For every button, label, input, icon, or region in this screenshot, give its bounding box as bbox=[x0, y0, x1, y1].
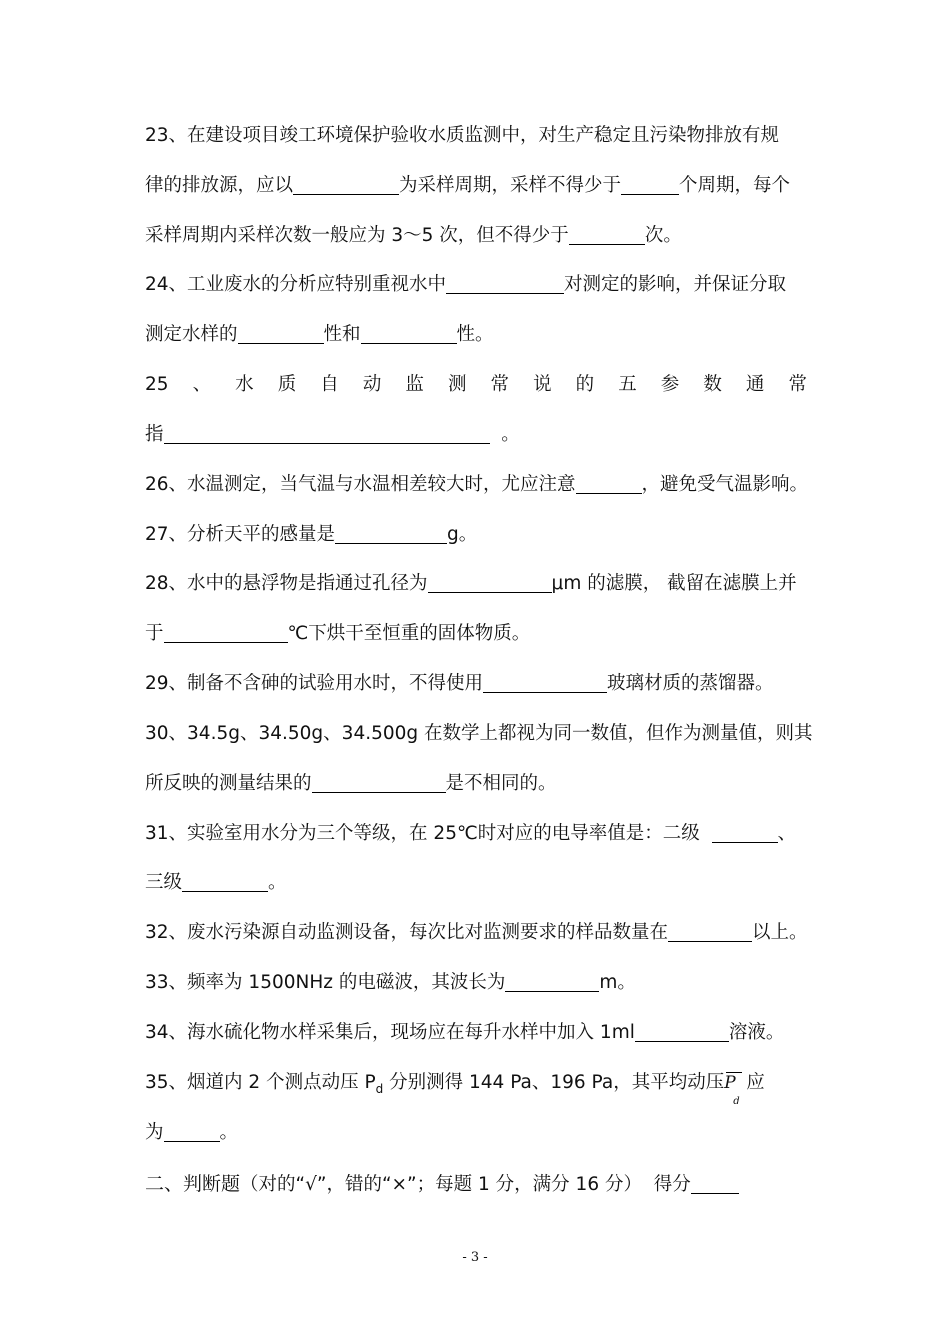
q30-text-b: 所反映的测量结果的 bbox=[145, 773, 312, 794]
q29-text-a: 29、制备不含砷的试验用水时，不得使用 bbox=[145, 673, 484, 694]
q25-char: 通 bbox=[745, 374, 765, 395]
q33-line bbox=[145, 969, 807, 997]
q30-line1 bbox=[145, 720, 813, 748]
q24-text-d: 性和 bbox=[323, 324, 361, 345]
q35-text-b: 分别测得 144 Pa、196 Pa，其平均动压 bbox=[383, 1072, 725, 1093]
q35-text-e: 。 bbox=[219, 1122, 239, 1143]
section2-desc: （对的“√”，错的“×”；每题 1 分，满分 16 分） bbox=[240, 1174, 642, 1195]
q23-blank-cycles[interactable] bbox=[621, 174, 679, 195]
q35-line1 bbox=[145, 1069, 807, 1107]
q33-text-b: m。 bbox=[599, 972, 636, 993]
q24-blank-2[interactable] bbox=[238, 323, 324, 344]
q28-text-c: 于 bbox=[145, 623, 164, 644]
q25-char: 25 bbox=[145, 374, 169, 395]
q35-line2 bbox=[145, 1119, 807, 1147]
q33-blank[interactable] bbox=[505, 971, 599, 992]
q23-text-b: 为采样周期，采样不得少于 bbox=[399, 175, 622, 196]
q26-text-b: ，避免受气温影响。 bbox=[641, 474, 809, 495]
q27-line bbox=[145, 521, 807, 549]
q35-text-d: 为 bbox=[145, 1122, 164, 1143]
q29-blank[interactable] bbox=[483, 672, 607, 693]
q24-text-e: 性。 bbox=[456, 324, 494, 345]
q25-char: 参 bbox=[660, 374, 680, 395]
q24-line2 bbox=[145, 321, 807, 349]
q30-text-c: 是不相同的。 bbox=[445, 773, 557, 794]
q27-text-a: 27、分析天平的感量是 bbox=[145, 524, 336, 545]
q35-mean-pd-symbol bbox=[724, 1069, 746, 1107]
q25-char: 五 bbox=[618, 374, 637, 395]
q35-pbar-letter: P bbox=[724, 1073, 736, 1093]
section2-score-blank[interactable] bbox=[691, 1173, 739, 1194]
q23-line2 bbox=[145, 172, 807, 200]
q24-text-b: 对测定的影响，并保证分取 bbox=[564, 274, 787, 295]
q23-text-c: 个周期，每个 bbox=[679, 175, 791, 196]
q32-text-b: 以上。 bbox=[752, 922, 808, 943]
q28-blank-pore[interactable] bbox=[428, 572, 552, 593]
q29-text-b: 玻璃材质的蒸馏器。 bbox=[607, 673, 774, 694]
q26-text-a: 26、水温测定，当气温与水温相差较大时，尤应注意 bbox=[145, 474, 576, 495]
q25-char: 水 bbox=[235, 374, 254, 395]
q25-char: 常 bbox=[490, 374, 510, 395]
q30-blank[interactable] bbox=[312, 772, 446, 793]
q25-char: 监 bbox=[405, 374, 424, 395]
q25-char: 的 bbox=[575, 374, 595, 395]
page-number: - 3 - bbox=[462, 1250, 488, 1265]
q30-text-a: 30、34.5g、34.50g、34.500g 在数学上都视为同一数值，但作为测量值，则其 bbox=[145, 723, 813, 744]
q27-blank[interactable] bbox=[335, 523, 447, 544]
q32-blank[interactable] bbox=[668, 921, 752, 942]
q25-char: 数 bbox=[703, 374, 722, 395]
section2-score-label: 得分 bbox=[653, 1174, 691, 1195]
q23-text-e: 次。 bbox=[644, 225, 682, 246]
q24-line1 bbox=[145, 271, 807, 299]
q31-line2 bbox=[145, 869, 807, 897]
q23-line1 bbox=[145, 122, 807, 150]
q31-text-c: 三级 bbox=[145, 872, 183, 893]
q34-text-a: 34、海水硫化物水样采集后，现场应在每升水样中加入 1ml bbox=[145, 1022, 635, 1043]
q35-blank[interactable] bbox=[164, 1121, 220, 1142]
q25-line2 bbox=[145, 421, 807, 449]
q28-text-b: μm 的滤膜， 截留在滤膜上并 bbox=[551, 573, 797, 594]
q23-text-d: 采样周期内采样次数一般应为 3～5 次，但不得少于 bbox=[145, 225, 569, 246]
q25-char: 说 bbox=[533, 374, 552, 395]
q23-text: 23、在建设项目竣工环境保护验收水质监测中，对生产稳定且污染物排放有规 bbox=[145, 125, 780, 146]
q32-line bbox=[145, 919, 807, 947]
q31-text-d: 。 bbox=[268, 872, 287, 893]
q25-char: 、 bbox=[192, 374, 212, 395]
q35-text-c: 应 bbox=[746, 1072, 765, 1093]
q23-blank-times[interactable] bbox=[569, 224, 645, 245]
q24-text-a: 24、工业废水的分析应特别重视水中 bbox=[145, 274, 447, 295]
q26-blank[interactable] bbox=[576, 473, 642, 494]
q33-text-a: 33、频率为 1500NHz 的电磁波，其波长为 bbox=[145, 972, 506, 993]
q27-text-b: g。 bbox=[447, 524, 478, 545]
q28-text-d: ℃下烘干至恒重的固体物质。 bbox=[287, 623, 531, 644]
q31-line1 bbox=[145, 820, 807, 848]
q25-blank[interactable] bbox=[164, 423, 490, 444]
q23-text-a: 律的排放源，应以 bbox=[145, 175, 294, 196]
q28-text-a: 28、水中的悬浮物是指通过孔径为 bbox=[145, 573, 428, 594]
q25-text-b: 。 bbox=[501, 424, 520, 445]
q35-subscript: d bbox=[375, 1082, 384, 1096]
q25-line1 bbox=[145, 371, 807, 399]
q25-char: 测 bbox=[447, 374, 467, 395]
q23-line3 bbox=[145, 222, 807, 250]
q28-blank-temp[interactable] bbox=[164, 622, 288, 643]
q24-blank-3[interactable] bbox=[361, 323, 457, 344]
section2-heading bbox=[145, 1170, 807, 1199]
q31-blank-grade2[interactable] bbox=[712, 822, 778, 843]
q29-line bbox=[145, 670, 807, 698]
q23-blank-period[interactable] bbox=[293, 174, 399, 195]
q31-text-a: 31、实验室用水分为三个等级，在 25℃时对应的电导率值是：二级 bbox=[145, 823, 700, 844]
q31-blank-grade3[interactable] bbox=[182, 871, 268, 892]
q28-line1 bbox=[145, 570, 807, 598]
q24-blank-1[interactable] bbox=[446, 273, 564, 294]
q30-line2 bbox=[145, 770, 807, 798]
q35-text-a: 35、烟道内 2 个测点动压 P bbox=[145, 1072, 376, 1093]
q28-line2 bbox=[145, 620, 807, 648]
q25-char: 自 bbox=[320, 374, 339, 395]
q32-text-a: 32、废水污染源自动监测设备，每次比对监测要求的样品数量在 bbox=[145, 922, 669, 943]
q25-char: 动 bbox=[362, 374, 382, 395]
q26-line bbox=[145, 471, 807, 499]
q25-char: 常 bbox=[788, 374, 807, 395]
q25-text-a: 指 bbox=[145, 424, 164, 445]
q25-char: 质 bbox=[277, 374, 297, 395]
q24-text-c: 测定水样的 bbox=[145, 324, 238, 345]
q34-text-b: 溶液。 bbox=[728, 1022, 785, 1043]
section2-title: 二、判断题 bbox=[145, 1173, 241, 1195]
q31-text-b: 、 bbox=[777, 823, 797, 844]
q34-blank[interactable] bbox=[635, 1021, 729, 1042]
q34-line bbox=[145, 1019, 807, 1047]
q35-pbar-subscript: d bbox=[733, 1096, 740, 1107]
